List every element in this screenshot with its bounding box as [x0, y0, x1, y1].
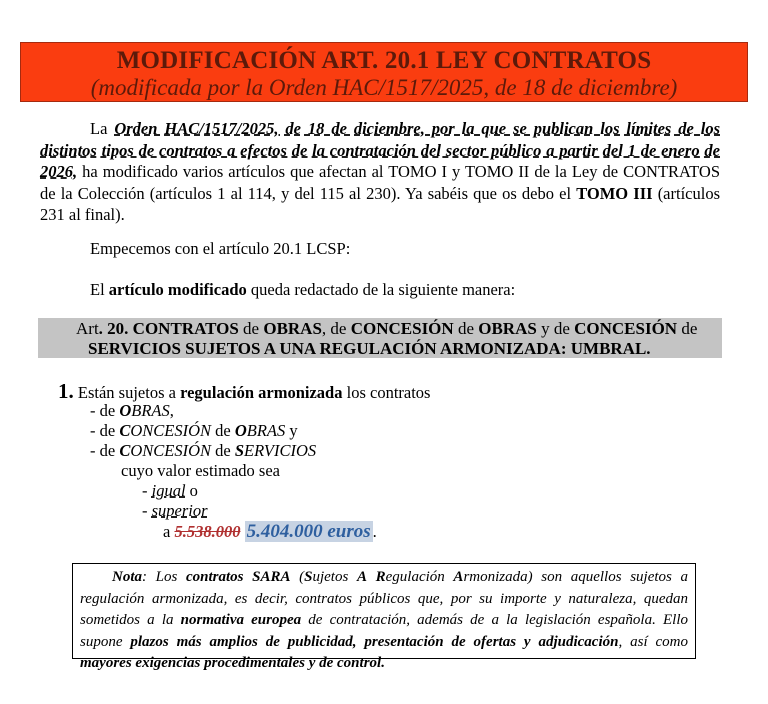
- list-valor: cuyo valor estimado sea: [121, 461, 280, 480]
- intro-paragraph: [40, 118, 720, 226]
- initial-letter: O: [234, 421, 247, 440]
- word: o: [189, 481, 198, 500]
- list-dash: -: [142, 501, 148, 520]
- initial-letter: O: [119, 401, 132, 420]
- list-dash: - de: [90, 441, 116, 460]
- note-text: egulación: [385, 569, 445, 585]
- word: a: [163, 522, 171, 541]
- art-abbr: Art: [76, 319, 99, 338]
- order-reference: Orden HAC/1517/2025, de 18 de diciembre, por la que se publican los límites de los distintos tipos de contratos a efectos de la contratación del sector público a partir del 1 de enero de 2026,: [40, 119, 721, 181]
- word-rest: BRAS: [246, 421, 286, 440]
- item-number: 1.: [58, 379, 74, 403]
- list-superior: [142, 501, 208, 522]
- intro-body: ha modificado varios artículos que afectan al TOMO I y TOMO II de la Ley de CONTRATOS de la Colección (artículos 1 al 114, y del 115 al 230). Ya sabéis que os debo el: [40, 162, 720, 203]
- modified-paragraph: [90, 279, 720, 301]
- intro-tail: (artículos 231 al final).: [40, 183, 720, 224]
- item-bold: regulación armonizada: [180, 383, 343, 402]
- art-line2: SERVICIOS SUJETOS A UNA REGULACIÓN ARMONIZADA: UMBRAL.: [88, 339, 651, 358]
- initial-letter: S: [234, 441, 245, 460]
- art-concesion: CONCESIÓN: [350, 319, 454, 338]
- modified-post: queda redactado de la siguiente manera:: [250, 280, 516, 299]
- art-word: de: [243, 319, 260, 338]
- note-text: rmonizada) son aquellos sujetos a regulación armonizada, es decir, contratos públicos que, por su importe y naturaleza, quedan sometidos a la: [80, 569, 688, 628]
- art-number: . 20. CONTRATOS: [98, 319, 239, 338]
- note-text: (: [299, 569, 305, 585]
- page-title: MODIFICACIÓN ART. 20.1 LEY CONTRATOS: [116, 47, 652, 74]
- note-initial: A: [356, 569, 367, 585]
- amount-line: [163, 522, 377, 543]
- note-initial: A: [453, 569, 464, 585]
- amount-unit: euros: [327, 521, 371, 542]
- note-plazos: plazos más amplios de publicidad, presentación de ofertas y adjudicación: [130, 633, 619, 650]
- word: de: [215, 441, 231, 460]
- list-dash: - de: [90, 401, 116, 420]
- art-word: y de: [541, 319, 570, 338]
- art-obras: OBRAS: [263, 319, 322, 338]
- note-initial: R: [375, 569, 386, 585]
- word-rest: ERVICIOS: [244, 441, 317, 460]
- page-subtitle: (modificada por la Orden HAC/1517/2025, de 18 de diciembre): [90, 75, 678, 100]
- article-heading-line2: [88, 339, 651, 359]
- list-item-concesion-obras: [90, 421, 298, 442]
- list-dash: - de: [90, 421, 116, 440]
- initial-letter: C: [119, 441, 131, 460]
- modified-bold: artículo modificado: [108, 280, 247, 299]
- word: y: [289, 421, 298, 440]
- list-igual: [142, 481, 198, 502]
- note-box: [72, 563, 696, 671]
- new-amount: 5.404.000: [246, 521, 323, 542]
- list-dash: -: [142, 481, 148, 500]
- note-normativa: normativa europea: [180, 612, 302, 628]
- item-pre: Están sujetos a: [77, 383, 176, 402]
- word-rest: ONCESIÓN: [130, 441, 212, 460]
- word: de: [215, 421, 231, 440]
- punct: ,: [169, 401, 174, 420]
- list-item-obras: [90, 401, 174, 422]
- art-concesion: CONCESIÓN: [574, 319, 678, 338]
- note-text: de contratación, además de a la legislación española. Ello supone: [80, 612, 688, 650]
- item-post: los contratos: [346, 383, 431, 402]
- punct: .: [372, 522, 377, 541]
- list-item-concesion-servicios: [90, 441, 316, 462]
- note-text: , así como: [618, 633, 689, 650]
- word-superior: superior: [151, 501, 208, 520]
- word-igual: igual: [151, 481, 186, 500]
- word-rest: BRAS: [131, 401, 170, 420]
- note-label: Nota: [112, 569, 142, 585]
- tomo-label: TOMO III: [576, 183, 653, 203]
- note-text: : Los: [142, 569, 178, 585]
- old-amount: 5.538.000: [174, 522, 241, 541]
- word-rest: ONCESIÓN: [130, 421, 212, 440]
- modified-pre: El: [90, 280, 105, 299]
- note-mayores: mayores exigencias procedimentales y de control.: [80, 655, 385, 671]
- initial-letter: C: [119, 421, 131, 440]
- note-text: ujetos: [312, 569, 349, 585]
- art-obras: OBRAS: [478, 319, 537, 338]
- article-heading-line1: [76, 319, 697, 339]
- art-word: de: [681, 319, 698, 338]
- intro-lead: La: [90, 119, 108, 138]
- art-word: de: [457, 319, 474, 338]
- new-amount-box: [245, 521, 373, 542]
- note-sara: contratos SARA: [185, 569, 291, 585]
- art-word: , de: [321, 319, 347, 338]
- article-heading: [38, 318, 722, 358]
- start-paragraph: Empecemos con el artículo 20.1 LCSP:: [90, 239, 351, 258]
- title-banner: [20, 42, 748, 102]
- note-initial: S: [304, 569, 313, 585]
